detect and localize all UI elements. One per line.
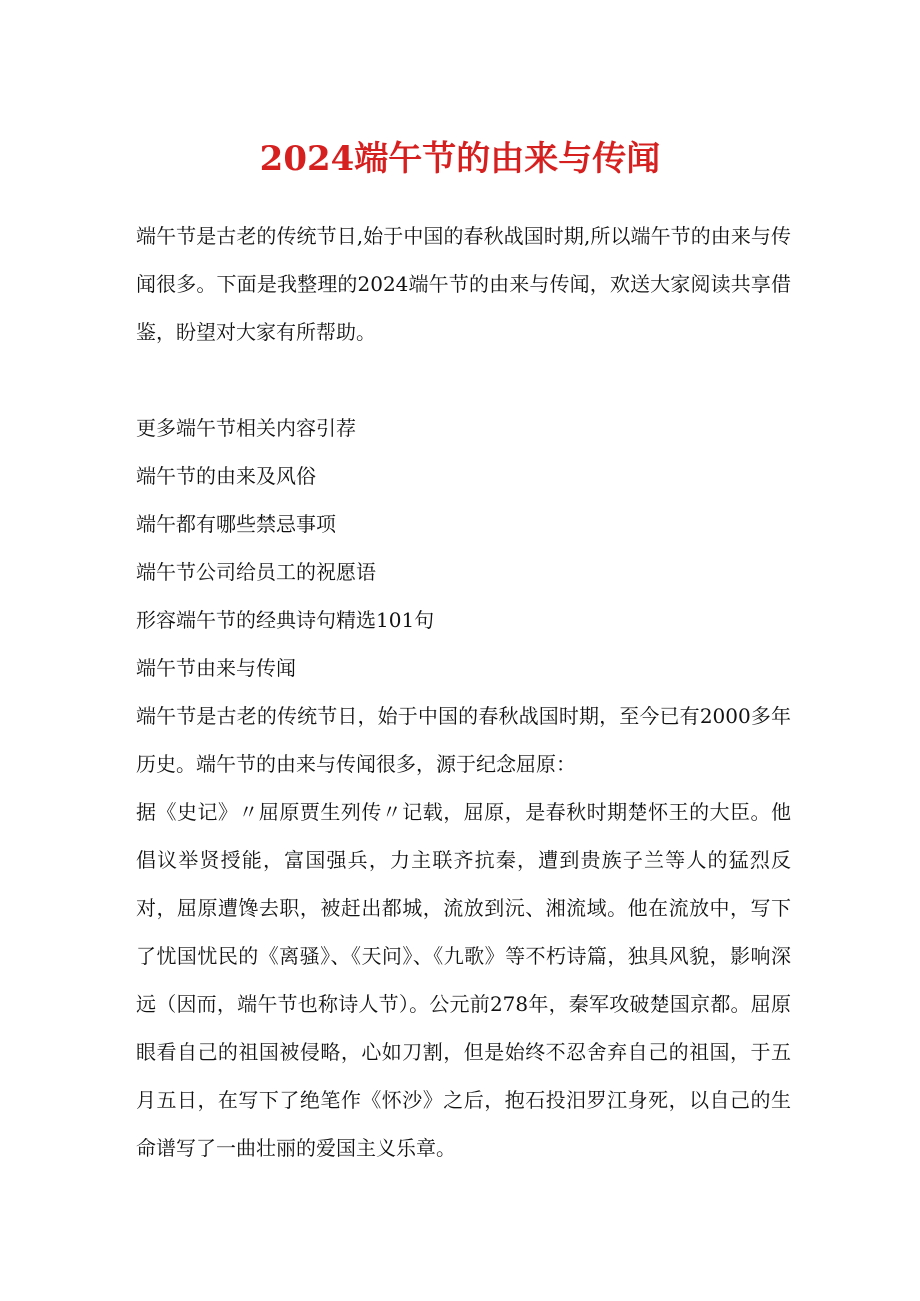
- related-link-taboos[interactable]: 端午都有哪些禁忌事项: [136, 512, 336, 536]
- intro-paragraph: 端午节是古老的传统节日,始于中国的春秋战国时期,所以端午节的由来与传闻很多。下面是我整理的2024端午节的由来与传闻，欢送大家阅读共享借鉴，盼望对大家有所帮助。: [136, 224, 791, 344]
- related-list: [136, 404, 791, 692]
- related-link-greetings[interactable]: 端午节公司给员工的祝愿语: [136, 560, 376, 584]
- body-paragraph-origin: 端午节是古老的传统节日，始于中国的春秋战国时期，至今已有2000多年历史。端午节的由来与传闻很多，源于纪念屈原：: [136, 704, 791, 776]
- section-heading: 端午节由来与传闻: [136, 656, 296, 680]
- related-heading: 更多端午节相关内容引荐: [136, 416, 356, 440]
- related-link-customs[interactable]: 端午节的由来及风俗: [136, 464, 316, 488]
- related-link-poems[interactable]: 形容端午节的经典诗句精选101句: [136, 608, 435, 632]
- document-title: 2024端午节的由来与传闻: [259, 139, 661, 179]
- body-paragraph-quyuan: 据《史记》〃屈原贾生列传〃记载，屈原，是春秋时期楚怀王的大臣。他倡议举贤授能，富国强兵，力主联齐抗秦，遭到贵族子兰等人的猛烈反对，屈原遭馋去职，被赶出都城，流放到沅、湘流域。他在流放中，写下了忧国忧民的《离骚》、《天问》、《九歌》等不朽诗篇，独具风貌，影响深远（因而，端午节也称诗人节）。公元前278年，秦军攻破楚国京都。屈原眼看自己的祖国被侵略，心如刀割，但是始终不忍舍弃自己的祖国，于五月五日，在写下了绝笔作《怀沙》之后，抱石投汨罗江身死，以自己的生命谱写了一曲壮丽的爱国主义乐章。: [136, 800, 791, 1160]
